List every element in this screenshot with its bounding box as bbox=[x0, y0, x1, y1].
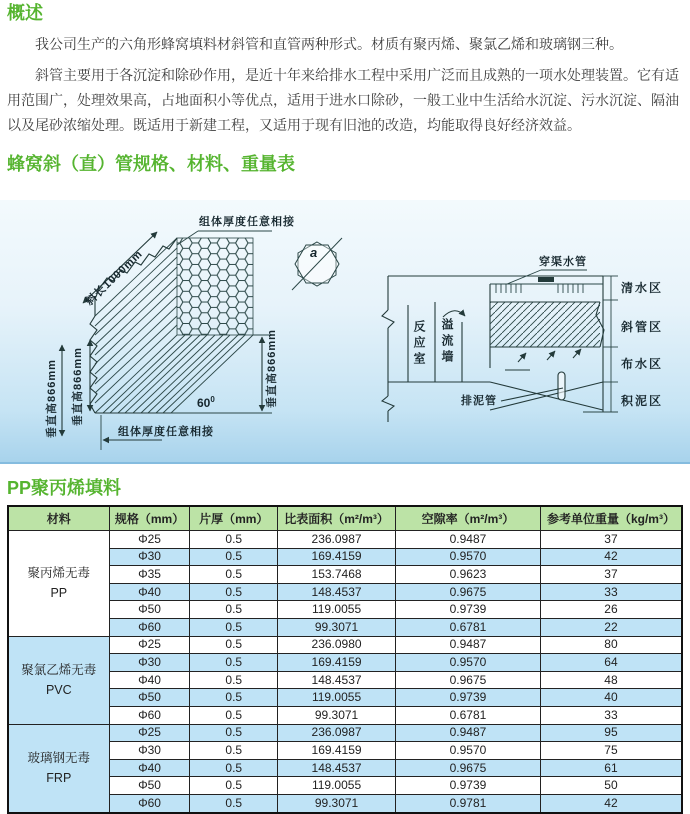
module-left-height-label-outer: 垂直高866mm bbox=[46, 359, 58, 438]
table-cell: 0.9487 bbox=[396, 636, 541, 654]
inclined-tube-zone bbox=[490, 302, 600, 347]
module-top-label: 组体厚度任意相接 bbox=[199, 216, 295, 228]
diagram-panel bbox=[0, 200, 690, 464]
table-cell: 169.4159 bbox=[278, 548, 396, 566]
table-cell: 119.0055 bbox=[278, 601, 396, 619]
table-cell: Φ40 bbox=[109, 759, 190, 777]
materials-table-heading: PP聚丙烯填料 bbox=[7, 478, 122, 498]
sludge-hopper bbox=[490, 372, 603, 410]
table-cell: 153.7468 bbox=[278, 566, 396, 584]
table-cell: 236.0987 bbox=[278, 724, 396, 742]
table-cell: 0.5 bbox=[190, 671, 278, 689]
table-cell: 0.9781 bbox=[396, 794, 541, 812]
table-row bbox=[8, 724, 682, 742]
column-header: 材料 bbox=[8, 506, 109, 531]
module-bottom-label: 组体厚度任意相接 bbox=[118, 426, 214, 438]
overview-paragraph-1: 我公司生产的六角形蜂窝填料材斜管和直管两种形式。材质有聚丙烯、聚氯乙烯和玻璃钢三种。 bbox=[35, 36, 623, 52]
table-cell: 148.4537 bbox=[278, 671, 396, 689]
table-row bbox=[8, 671, 682, 689]
table-cell: 61 bbox=[540, 759, 682, 777]
table-row bbox=[8, 601, 682, 619]
table-row bbox=[8, 531, 682, 549]
table-cell: 0.6781 bbox=[396, 706, 541, 724]
top-pipe-label: 穿渠水管 bbox=[539, 256, 587, 268]
column-header: 空隙率（m²/m³） bbox=[396, 506, 541, 531]
table-row bbox=[8, 636, 682, 654]
table-cell: 0.9570 bbox=[396, 548, 541, 566]
table-cell: Φ50 bbox=[109, 601, 190, 619]
zone-label-distribution: 布水区 bbox=[621, 357, 664, 371]
material-cell: 聚氯乙烯无毒 PVC bbox=[8, 636, 109, 724]
table-cell: 0.9487 bbox=[396, 531, 541, 549]
hexagon-cell-detail bbox=[292, 238, 342, 290]
table-cell: 40 bbox=[540, 689, 682, 707]
table-cell: 80 bbox=[540, 636, 682, 654]
table-cell: 0.5 bbox=[190, 742, 278, 760]
table-cell: 0.9739 bbox=[396, 601, 541, 619]
table-cell: 0.5 bbox=[190, 706, 278, 724]
column-header: 片厚（mm） bbox=[190, 506, 278, 531]
table-cell: 169.4159 bbox=[278, 742, 396, 760]
module-right-height-label: 垂直高866mm bbox=[266, 329, 278, 408]
table-row bbox=[8, 759, 682, 777]
table-cell: Φ25 bbox=[109, 724, 190, 742]
table-row bbox=[8, 742, 682, 760]
table-cell: 37 bbox=[540, 566, 682, 584]
table-cell: 119.0055 bbox=[278, 777, 396, 795]
overview-heading: 概述 bbox=[7, 3, 43, 23]
table-cell: 0.5 bbox=[190, 689, 278, 707]
table-row bbox=[8, 583, 682, 601]
spec-table bbox=[7, 505, 683, 814]
table-cell: 95 bbox=[540, 724, 682, 742]
table-cell: Φ60 bbox=[109, 706, 190, 724]
table-cell: Φ60 bbox=[109, 618, 190, 636]
table-cell: 0.9570 bbox=[396, 654, 541, 672]
honeycomb-face bbox=[177, 238, 253, 335]
table-cell: 0.9487 bbox=[396, 724, 541, 742]
spec-table-body bbox=[8, 531, 682, 813]
table-cell: 33 bbox=[540, 706, 682, 724]
table-cell: 0.5 bbox=[190, 759, 278, 777]
table-cell: 42 bbox=[540, 548, 682, 566]
table-cell: 33 bbox=[540, 583, 682, 601]
table-cell: 42 bbox=[540, 794, 682, 812]
table-cell: 0.9675 bbox=[396, 671, 541, 689]
column-header: 比表面积（m²/m³） bbox=[278, 506, 396, 531]
table-cell: 0.5 bbox=[190, 636, 278, 654]
table-cell: 48 bbox=[540, 671, 682, 689]
column-header: 参考单位重量（kg/m³） bbox=[540, 506, 682, 531]
flow-arrows bbox=[505, 349, 581, 370]
table-cell: 0.9675 bbox=[396, 583, 541, 601]
module-slant-length-label: 斜长1000mm bbox=[83, 247, 146, 308]
table-cell: 99.3071 bbox=[278, 794, 396, 812]
table-cell: Φ30 bbox=[109, 548, 190, 566]
table-cell: Φ40 bbox=[109, 583, 190, 601]
table-cell: 0.5 bbox=[190, 601, 278, 619]
module-angle-label: $60^0$ bbox=[197, 395, 215, 410]
table-cell: 0.5 bbox=[190, 531, 278, 549]
table-row bbox=[8, 654, 682, 672]
table-cell: 99.3071 bbox=[278, 706, 396, 724]
table-cell: 0.5 bbox=[190, 777, 278, 795]
overflow-wall-label: 溢流墙 bbox=[440, 318, 454, 366]
table-cell: 0.9570 bbox=[396, 742, 541, 760]
trough-pipe-section bbox=[538, 277, 554, 282]
table-row bbox=[8, 548, 682, 566]
sedimentation-tank-diagram bbox=[355, 200, 690, 462]
table-row bbox=[8, 618, 682, 636]
table-cell: 0.5 bbox=[190, 548, 278, 566]
spec-table-heading: 蜂窝斜（直）管规格、材料、重量表 bbox=[7, 154, 295, 174]
table-cell: 148.4537 bbox=[278, 583, 396, 601]
table-row bbox=[8, 706, 682, 724]
table-cell: 99.3071 bbox=[278, 618, 396, 636]
bundle-left-zigzag-edge bbox=[90, 316, 97, 413]
table-cell: 0.9675 bbox=[396, 759, 541, 777]
table-cell: Φ40 bbox=[109, 671, 190, 689]
table-cell: 0.5 bbox=[190, 618, 278, 636]
zone-label-clear-water: 清水区 bbox=[621, 281, 664, 295]
table-cell: 64 bbox=[540, 654, 682, 672]
table-cell: 148.4537 bbox=[278, 759, 396, 777]
table-row bbox=[8, 794, 682, 812]
table-cell: 26 bbox=[540, 601, 682, 619]
table-cell: 0.9623 bbox=[396, 566, 541, 584]
table-cell: Φ50 bbox=[109, 777, 190, 795]
table-cell: 0.5 bbox=[190, 724, 278, 742]
table-cell: 119.0055 bbox=[278, 689, 396, 707]
table-cell: Φ25 bbox=[109, 531, 190, 549]
spec-table-header-row bbox=[8, 506, 682, 531]
table-cell: Φ35 bbox=[109, 566, 190, 584]
table-cell: 75 bbox=[540, 742, 682, 760]
overview-paragraph-2: 斜管主要用于各沉淀和除砂作用，是近十年来给排水工程中采用广泛而且成熟的一项水处理装置。它有适用范围广，处理效果高，占地面积小等优点，适用于进水口除砂，一般工业中生活给水沉淀、污水沉淀、隔油以及尾砂浓缩处理。既适用于新建工程，又适用于现有旧池的改造，均能取得良好经济效益。 bbox=[7, 67, 679, 133]
material-cell: 玻璃钢无毒 FRP bbox=[8, 724, 109, 812]
zone-label-sludge: 积泥区 bbox=[621, 394, 664, 408]
table-cell: 0.6781 bbox=[396, 618, 541, 636]
table-cell: 37 bbox=[540, 531, 682, 549]
hexagon-dimension-label: a bbox=[310, 245, 318, 260]
table-cell: Φ60 bbox=[109, 794, 190, 812]
table-row bbox=[8, 689, 682, 707]
zone-label-tube: 斜管区 bbox=[621, 320, 664, 334]
table-cell: 50 bbox=[540, 777, 682, 795]
material-cell: 聚丙烯无毒 PP bbox=[8, 531, 109, 637]
table-cell: 236.0980 bbox=[278, 636, 396, 654]
reaction-chamber-label: 反应室 bbox=[412, 320, 426, 368]
table-cell: 0.5 bbox=[190, 794, 278, 812]
table-cell: Φ50 bbox=[109, 689, 190, 707]
table-cell: 0.5 bbox=[190, 654, 278, 672]
table-cell: 0.9739 bbox=[396, 777, 541, 795]
table-cell: 0.9739 bbox=[396, 689, 541, 707]
table-cell: 22 bbox=[540, 618, 682, 636]
table-cell: Φ25 bbox=[109, 636, 190, 654]
column-header: 规格（mm） bbox=[109, 506, 190, 531]
table-cell: 236.0987 bbox=[278, 531, 396, 549]
module-left-height-label-inner: 垂直高866mm bbox=[72, 347, 84, 426]
table-row bbox=[8, 566, 682, 584]
overflow-arrow bbox=[443, 311, 465, 317]
table-cell: 169.4159 bbox=[278, 654, 396, 672]
table-row bbox=[8, 777, 682, 795]
table-cell: Φ30 bbox=[109, 654, 190, 672]
table-cell: Φ30 bbox=[109, 742, 190, 760]
sludge-pipe-label: 排泥管 bbox=[461, 395, 497, 407]
table-cell: 0.5 bbox=[190, 566, 278, 584]
table-cell: 0.5 bbox=[190, 583, 278, 601]
honeycomb-module-diagram bbox=[0, 200, 355, 462]
